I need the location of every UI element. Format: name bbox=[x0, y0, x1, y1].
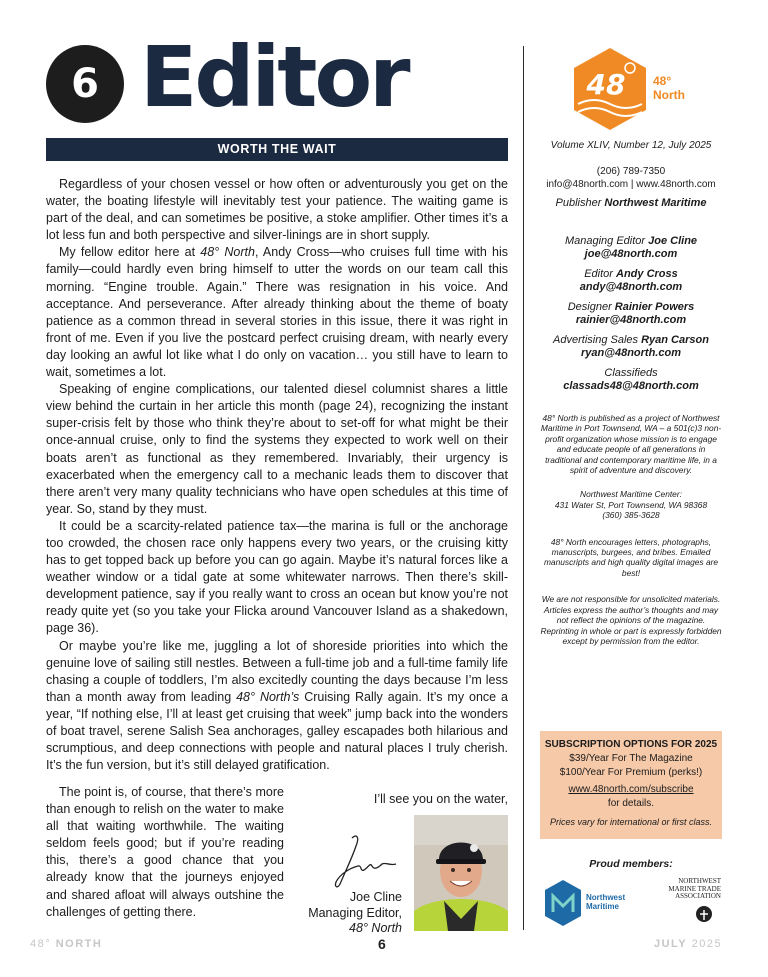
subscription-note: Prices vary for international or first class. bbox=[549, 817, 713, 827]
signer-title: Managing Editor, bbox=[308, 905, 402, 920]
subscription-title: SUBSCRIPTION OPTIONS FOR 2025 bbox=[544, 739, 718, 750]
signer-block bbox=[292, 890, 402, 937]
footer-page-number: 6 bbox=[378, 936, 386, 952]
staff-editor: Editor Andy Cross andy@48north.com bbox=[579, 268, 683, 293]
staff-designer: Designer Rainier Powers rainier@48north.com bbox=[567, 301, 695, 326]
paragraph-2: My fellow editor here at 48° North, Andy Cross—who cruises full time with his family—could hardly even bring himself to utter the words on our team call this morning. “Engine trouble. Again.” There was resignation in his voice. And acceptance. And perseverance. After already thinking about the theme of boaty patience as a common thread in several stories in this issue, there it was right in front of me. Even if you live the postcard perfect cruising dream, with nearly every day looking an awful lot like what I do only on vacation… you still have to learn to wait, sometimes a lot. bbox=[46, 245, 508, 380]
magazine-name: 48° North bbox=[200, 245, 255, 260]
page-title: Editor bbox=[140, 28, 408, 126]
signature-image bbox=[330, 832, 410, 892]
proud-members-label: Proud members: bbox=[589, 858, 673, 870]
center-address: Northwest Maritime Center: 431 Water St, Port Townsend, WA 98368 (360) 385-3628 bbox=[554, 489, 708, 521]
staff-list bbox=[540, 235, 722, 393]
logo-number: 48 bbox=[586, 68, 626, 101]
staff-managing-editor: Managing Editor Joe Cline joe@48north.com bbox=[564, 235, 698, 260]
staff-classifieds: Classifieds classads48@48north.com bbox=[563, 367, 699, 392]
page-badge: 6 bbox=[46, 45, 124, 123]
subscription-details: for details. bbox=[607, 798, 655, 809]
magazine-name: 48° North’s bbox=[236, 689, 300, 704]
subscribe-link[interactable]: www.48north.com/subscribe bbox=[568, 784, 694, 795]
subscription-magazine-price: $39/Year For The Magazine bbox=[569, 753, 693, 764]
paragraph-4: It could be a scarcity-related patience tax—the marina is full or the anchorage too crowded, the chosen race only happens every two years, or the cruising kitty has to get topped back up before you can go again. Maybe it’s natural forces like a weather window or a tidal gate at some whitewater narrows. Then there’s skill-development patience, say if you really want to cross an ocean but know you’re not ready quite yet (so you take your Flicka around Vancouver Island as a shakedown, page 36). bbox=[46, 518, 508, 636]
northwest-maritime-wordmark: Northwest Maritime bbox=[586, 893, 626, 911]
signer-publication: 48° North bbox=[349, 921, 402, 935]
email-website: info@48north.com | www.48north.com bbox=[546, 179, 716, 190]
editor-portrait-illustration bbox=[414, 815, 508, 931]
subscription-box bbox=[540, 731, 722, 839]
paragraph-3: Speaking of engine complications, our talented diesel columnist shares a little view behind the curtain in her article this month (page 24), recognizing the instant super-crisis felt by those who think they’re about to set-off for what might be their once-annual cruise, only to find the systems they expected to work well on their boats aren’t as functional as they remembered. Invariably, their urgency is exacerbated when the emergency call to a mechanic leads them to discover that there aren’t very many quality technicians who have open schedules at this time of year. So, stand by they must. bbox=[46, 382, 508, 516]
column-divider bbox=[523, 46, 524, 930]
phone-number: (206) 789-7350 bbox=[596, 166, 666, 177]
page-header bbox=[46, 28, 508, 138]
editor-photo bbox=[414, 815, 508, 931]
paragraph-6: The point is, of course, that there’s more than enough to relish on the water to make all that waiting worthwhile. The waiting seldom feels good; but if you’re reading this, there’s a good chance that you already know that the journeys enjoyed and shared afloat will always outshine the challenges of getting there. bbox=[46, 785, 284, 919]
signer-name: Joe Cline bbox=[349, 890, 402, 904]
nmta-wordmark: NORTHWEST MARINE TRADE ASSOCIATION bbox=[668, 877, 721, 900]
48north-hexagon-icon bbox=[570, 46, 650, 132]
masthead bbox=[540, 46, 722, 646]
subscription-premium-price: $100/Year For Premium (perks!) bbox=[559, 767, 703, 778]
contact-info bbox=[540, 165, 722, 191]
article-body bbox=[46, 176, 508, 774]
paragraph-5: Or maybe you’re like me, juggling a lot of shoreside priorities into which the genuine love of sailing still nestles. Between a full-time job and a full-time family life chasing a couple of toddlers, I’m also excitedly counting the days because I’m less than a month away from leading 48° North’s Cruising Rally again. It’s my once a year, “If nothing else, I’ll at least get cruising that week” jump back into the wonders of boat travel, serene Salish Sea anchorages, galley escapades both hilarious and scrumptious, and deep connections with people and natural places I truly cherish. It’s the fun version, but it’s still delayed gratification. bbox=[46, 638, 508, 773]
volume-info: Volume XLIV, Number 12, July 2025 bbox=[550, 140, 712, 151]
magazine-logo bbox=[540, 46, 722, 132]
closing-line: I’ll see you on the water, bbox=[373, 792, 508, 806]
footer-publication: 48° NORTH bbox=[30, 938, 103, 950]
paragraph-1: Regardless of your chosen vessel or how often or adventurously you get on the water, the boating lifestyle will inevitably test your patience. The waiting game is part of the deal, and can sometimes be positive, a stoke amplifier. Other times it’s a lot less fun and both perspective and silver-linings are in short supply. bbox=[46, 177, 508, 243]
article-headline: WORTH THE WAIT bbox=[46, 138, 508, 161]
disclaimer-text: We are not responsible for unsolicited materials. Articles express the author’s thoughts and may not reflect the opinions of the magazine. Reprinting in whole or part is expressly forbidden except by permission from the editor. bbox=[540, 594, 722, 646]
staff-advertising: Advertising Sales Ryan Carson ryan@48north.com bbox=[553, 334, 709, 359]
about-text: 48° North is published as a project of Northwest Maritime in Port Townsend, WA – a 501(c)3 non-profit organization whose mission is to engage and educate people of all generations in traditional and contemporary maritime life, in a spirit of adventure and discovery. bbox=[540, 413, 722, 476]
logo-wordmark: 48° North bbox=[653, 74, 685, 102]
nmta-anchor-icon bbox=[648, 878, 718, 930]
footer-issue-date: JULY 2025 bbox=[654, 938, 723, 950]
main-column bbox=[46, 28, 508, 935]
submissions-text: 48° North encourages letters, photographs, manuscripts, burgees, and bribes. Emailed manuscripts and high quality digital images are best! bbox=[543, 536, 719, 578]
publisher: Publisher Northwest Maritime bbox=[555, 197, 707, 209]
